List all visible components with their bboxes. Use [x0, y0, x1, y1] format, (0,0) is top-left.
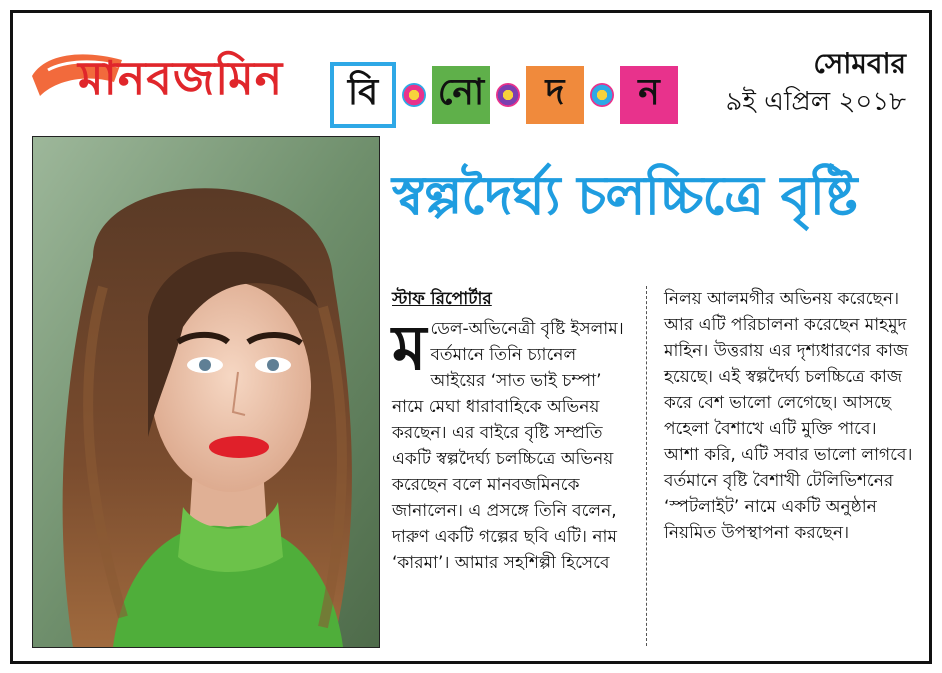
- drop-cap: ম: [392, 311, 427, 384]
- color-dot-icon: [402, 83, 426, 107]
- color-dot-icon: [590, 83, 614, 107]
- portrait-illustration: [33, 137, 379, 647]
- section-letter-3: দ: [526, 66, 584, 124]
- section-letter-4: ন: [620, 66, 678, 124]
- masthead-logo: [26, 30, 326, 120]
- section-letter-1: বি: [330, 62, 396, 128]
- section-title: [330, 62, 684, 128]
- issue-day: সোমবার: [813, 47, 906, 80]
- article-headline: স্বল্পদৈর্ঘ্য চলচ্চিত্রে বৃষ্টি: [392, 163, 857, 227]
- column-1-text: [392, 311, 630, 576]
- article-column-1: [392, 286, 630, 576]
- logo-text: মানবজমিন: [78, 51, 284, 105]
- issue-date-text: ৯ই এপ্রিল ২০১৮: [725, 87, 906, 117]
- portrait-photo: [32, 136, 380, 648]
- column-2-text: নিলয় আলমগীর অভিনয় করেছেন। আর এটি পরিচালনা করেছেন মাহমুদ মাহিন। উত্তরায় এর দৃশ্যধারণের কাজ হয়েছে। এই স্বল্পদৈর্ঘ্য চলচ্চিত্রে কাজ করে বেশ ভালো লেগেছে। আসছে পহেলা বৈশাখে এটি মুক্তি পাবে। আশা করি, এটি সবার ভালো লাগবে। বর্তমানে বৃষ্টি বৈশাখী টেলিভিশনের ‘স্পটলাইট’ নামে একটি অনুষ্ঠান নিয়মিত উপস্থাপনা করছেন।: [664, 289, 913, 543]
- column-1-body: ডেল-অভিনেত্রী বৃষ্টি ইসলাম। বর্তমানে তিনি চ্যানেল আইয়ের ‘সাত ভাই চম্পা’ নামে মেঘা ধারাবাহিকে অভিনয় করছেন। এর বাইরে বৃষ্টি সম্প্রতি একটি স্বল্পদৈর্ঘ্য চলচ্চিত্রে অভিনয় করেছেন বলে মানবজমিনকে জানালেন। এ প্রসঙ্গে তিনি বলেন, দারুণ একটি গল্পের ছবি এটি। নাম ‘কারমা’। আমার সহশিল্পী হিসেবে: [392, 319, 624, 573]
- section-letter-2: নো: [432, 66, 490, 124]
- byline: স্টাফ রিপোর্টার: [392, 289, 492, 309]
- article-column-2: [664, 286, 914, 546]
- column-divider: [646, 286, 647, 646]
- color-dot-icon: [496, 83, 520, 107]
- issue-date: [726, 46, 906, 120]
